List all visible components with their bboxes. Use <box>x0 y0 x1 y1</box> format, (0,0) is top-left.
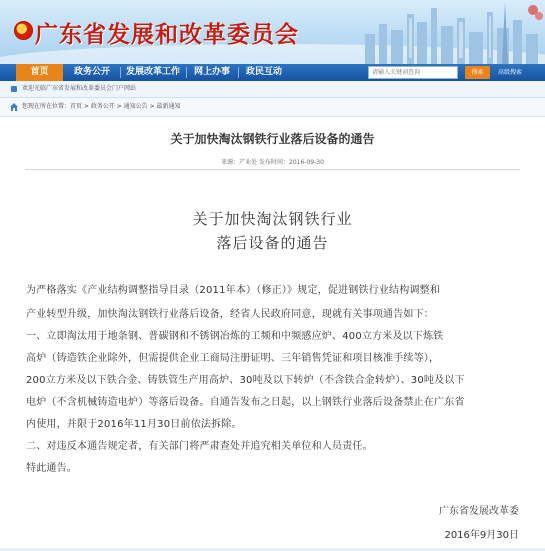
welcome-text: 欢迎光临广东省发展和改革委员会门户网站 <box>22 85 137 92</box>
body-paragraph-line: 200立方米及以下铁合金、铸铁管生产用高炉、30吨及以下转炉（不含铁合金转炉）、30吨及以下 <box>26 375 465 386</box>
nav-item-home[interactable]: 首页 <box>16 64 63 81</box>
nav-separator <box>186 67 187 78</box>
article-title: 关于加快淘汰钢铁行业落后设备的通告 <box>170 132 375 146</box>
body-paragraph-line: 内使用，并限于2016年11月30日前依法拆除。 <box>26 419 242 430</box>
document-title-line-1: 关于加快淘汰钢铁行业 <box>192 210 353 228</box>
body-paragraph-line: 为严格落实《产业结构调整指导目录（2011年本）（修正）》规定，促进钢铁行业结构调整和 <box>26 285 441 296</box>
body-paragraph-line: 特此通告。 <box>26 463 77 474</box>
home-icon <box>9 102 19 112</box>
title-divider <box>25 169 520 170</box>
nav-item-interaction[interactable]: 政民互动 <box>245 67 282 77</box>
document-title-line-2: 落后设备的通告 <box>216 234 329 252</box>
nav-separator <box>238 67 239 78</box>
breadcrumb <box>0 98 545 117</box>
nav-item-reform-work[interactable]: 发展改革工作 <box>125 67 180 77</box>
body-paragraph-line: 高炉（铸造铁企业除外，但需提供企业工商局注册证明、三年销售凭证和项目核准手续等）， <box>26 353 440 364</box>
nav-item-gov-affairs[interactable]: 政务公开 <box>73 67 110 77</box>
issue-date: 2016年9月30日 <box>444 530 519 541</box>
breadcrumb-text[interactable]: 您现在所在位置：首页 > 政务公开 > 通知公告 > 最新通知 <box>22 103 181 110</box>
search-button[interactable]: 搜索 <box>465 66 490 79</box>
city-skyline-image <box>355 0 545 64</box>
article-meta: 来源：产业处 发布时间：2016-09-30 <box>221 159 324 166</box>
header-banner <box>0 0 545 64</box>
issuer-signature: 广东省发展改革委 <box>439 506 519 517</box>
body-paragraph-line: 一、立即淘汰用于地条钢、普碳钢和不锈钢冶炼的工频和中频感应炉、400立方米及以下炼铁 <box>26 331 444 342</box>
site-title: 广东省发展和改革委员会 <box>35 21 299 48</box>
advanced-search-link[interactable]: 高级搜索 <box>498 69 523 76</box>
nav-separator <box>120 67 121 78</box>
info-icon <box>11 86 17 92</box>
body-paragraph-line: 电炉（不含机械铸造电炉）等落后设备。自通告发布之日起，以上钢铁行业落后设备禁止在广东省 <box>26 397 465 408</box>
main-nav <box>0 64 545 81</box>
search-input[interactable] <box>368 66 458 79</box>
nav-item-online-services[interactable]: 网上办事 <box>193 67 230 77</box>
emblem-icon <box>14 21 33 40</box>
welcome-bar <box>0 81 545 98</box>
body-paragraph-line: 二、对违反本通告规定者，有关部门将严肃查处并追究相关单位和人员责任。 <box>26 441 373 452</box>
body-paragraph-line: 产业转型升级，加快淘汰钢铁行业落后设备，经省人民政府同意，现就有关事项通告如下： <box>26 309 434 320</box>
